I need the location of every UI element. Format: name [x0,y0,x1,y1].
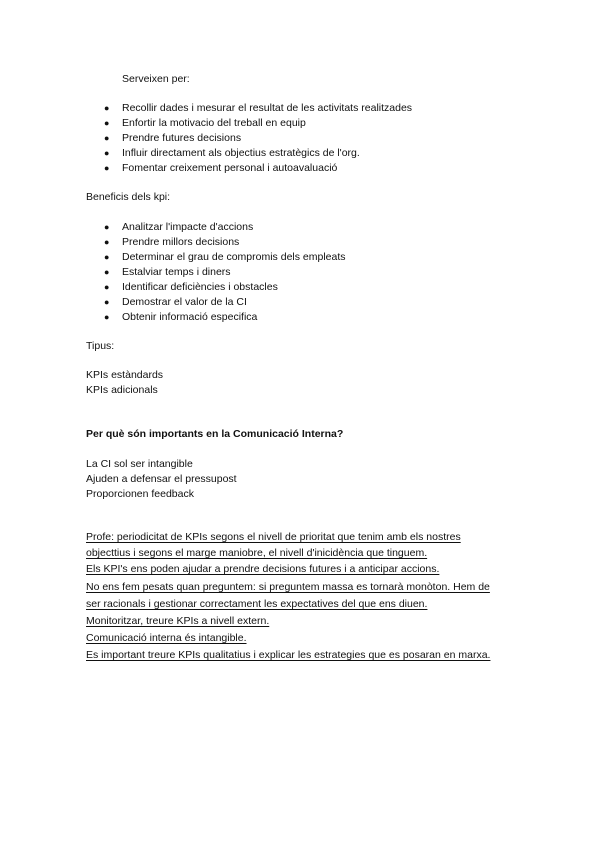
list-item: ● Influir directament als objectius estratègics de l'org. [104,147,360,159]
note-line: Els KPI's ens poden ajudar a prendre decisions futures i a anticipar accions. [86,563,440,575]
list-item: ● Estalviar temps i diners [104,266,231,278]
tipus-item: KPIs adicionals [86,384,158,396]
tipus-heading: Tipus: [86,340,115,352]
list-item: ● Fomentar creixement personal i autoavaluació [104,162,338,174]
note-line: No ens fem pesats quan preguntem: si preguntem massa es tornarà monòton. Hem de [86,581,490,593]
note-line: Profe: periodicitat de KPIs segons el nivell de prioritat que tenim amb els nostres [86,531,461,543]
bullet-icon: ● [104,267,110,277]
list-item: ● Prendre futures decisions [104,132,242,144]
bullet-icon: ● [104,252,110,262]
bullet-icon: ● [104,282,110,292]
list-item: ● Determinar el grau de compromis dels empleats [104,251,346,263]
list-item: ● Recollir dades i mesurar el resultat de les activitats realitzades [104,102,413,114]
list-item: ● Enfortir la motivacio del treball en equip [104,117,306,129]
bullet-icon: ● [104,103,110,113]
note-line: Comunicació interna és intangible. [86,632,247,644]
note-line: Es important treure KPIs qualitatius i explicar les estrategies que es posaran en marxa. [86,649,491,661]
bullet-icon: ● [104,312,110,322]
list-item: ● Identificar deficiències i obstacles [104,281,278,293]
note-line: ser racionals i gestionar correctament les expectatives del que ens diuen. [86,598,428,610]
importants-heading: Per què són importants en la Comunicació Interna? [86,428,344,440]
bullet-icon: ● [104,133,110,143]
bullet-icon: ● [104,148,110,158]
bullet-icon: ● [104,118,110,128]
importants-item: La CI sol ser intangible [86,458,193,470]
importants-item: Proporcionen feedback [86,488,194,500]
bullet-icon: ● [104,237,110,247]
list-item: ● Demostrar el valor de la CI [104,296,247,308]
bullet-icon: ● [104,297,110,307]
bullet-icon: ● [104,222,110,232]
list-item: ● Analitzar l'impacte d'accions [104,221,254,233]
importants-item: Ajuden a defensar el pressupost [86,473,237,485]
list-item: ● Obtenir informació especifica [104,311,258,323]
list-item: ● Prendre millors decisions [104,236,240,248]
tipus-item: KPIs estàndards [86,369,164,381]
note-line: Monitoritzar, treure KPIs a nivell extern. [86,615,270,627]
serveixen-heading: Serveixen per: [122,73,190,85]
note-line: objecttius i segons el marge maniobre, el nivell d'inicidència que tinguem. [86,547,428,559]
bullet-icon: ● [104,163,110,173]
beneficis-heading: Beneficis dels kpi: [86,191,171,203]
